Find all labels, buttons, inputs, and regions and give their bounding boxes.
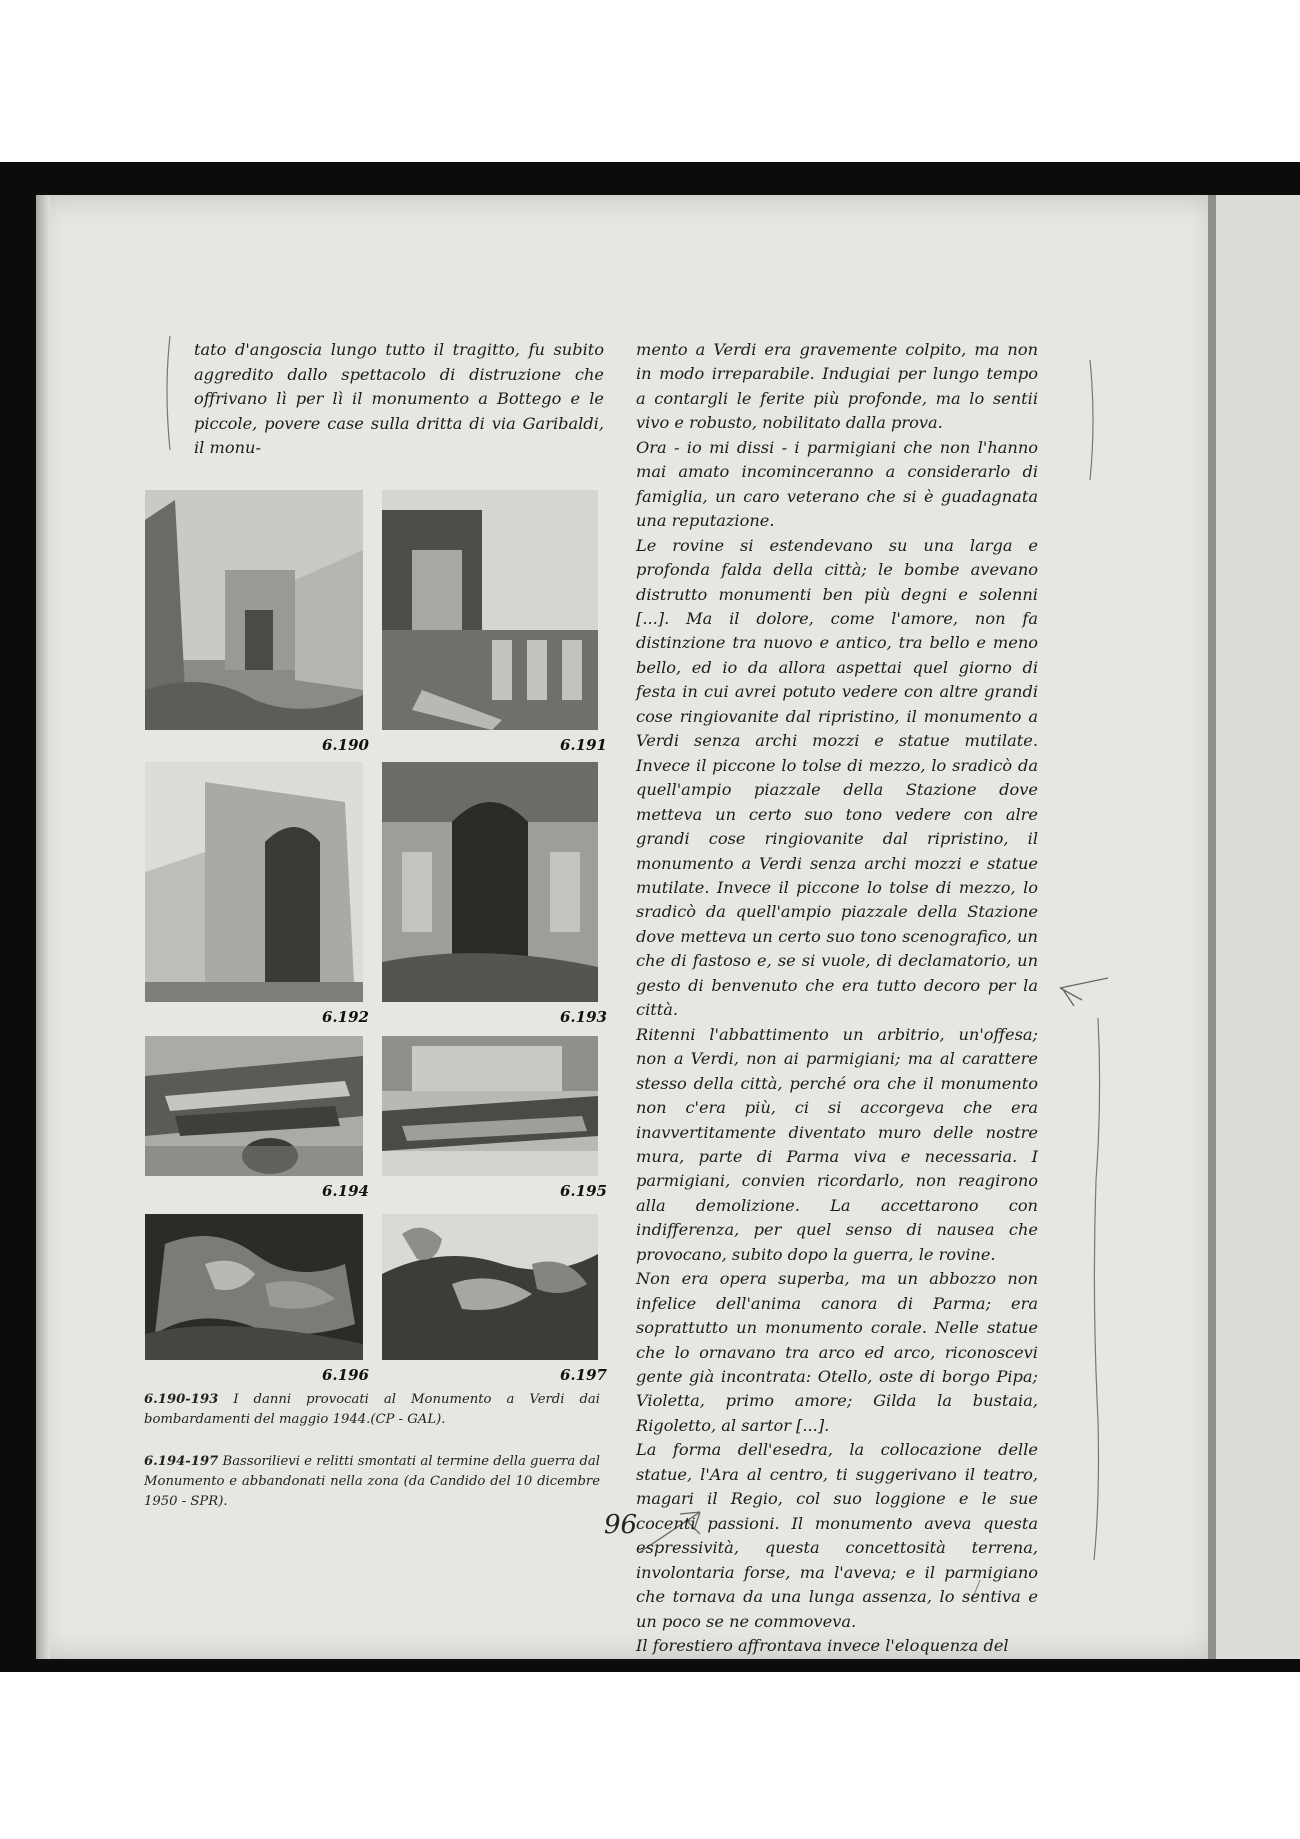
photo-6-195 — [382, 1036, 598, 1176]
paragraph-1: mento a Verdi era gravemente colpito, ma non in modo irreparabile. Indugiai per lungo tempo a contargli le ferite più profonde, ma lo sentii vivo e robusto, nobilitato dalla prova. — [636, 340, 1038, 433]
photo-label-6-192: 6.192 — [322, 1008, 369, 1026]
intro-paragraph: tato d'angoscia lungo tutto il tragitto, fu subito aggredito dallo spettacolo di distruzione che offrivano lì per lì il monumento a Bottego e le piccole, povere case sulla dritta di via Garibaldi, il monu- — [194, 340, 604, 457]
caption-6-190-193 — [144, 1390, 600, 1430]
photo-label-6-195: 6.195 — [560, 1182, 607, 1200]
paragraph-7: Il forestiero affrontava invece l'eloquenza del — [636, 1636, 1009, 1656]
photo-6-197 — [382, 1214, 598, 1360]
photo-6-194 — [145, 1036, 363, 1176]
paragraph-4: Ritenni l'abbattimento un arbitrio, un'offesa; non a Verdi, non ai parmigiani; ma al carattere stesso della città, perché ora che il monumento non c'era più, ci si accorgeva che era inavvertitamente diventato muro delle nostre mura, parte di Parma viva e necessaria. I parmigiani, convien ricordarlo, non reagirono alla demolizione. La accettarono con indifferenza, per quel senso di nausea che provocano, subito dopo la guerra, le rovine. — [636, 1024, 1038, 1264]
photo-6-196 — [145, 1214, 363, 1360]
photo-label-6-196: 6.196 — [322, 1366, 369, 1384]
photo-6-191 — [382, 490, 598, 730]
caption-text: I danni provocati al Monumento a Verdi dai bombardamenti del maggio 1944.(CP - GAL). — [144, 1392, 600, 1427]
caption-text: Bassorilievi e relitti smontati al termine della guerra dal Monumento e abbandonati nella zona (da Candido del 10 dicembre 1950 - SPR). — [144, 1454, 600, 1509]
caption-ref: 6.190-193 — [144, 1392, 219, 1407]
paragraph-2: Ora - io mi dissi - i parmigiani che non l'hanno mai amato incominceranno a considerarlo di famiglia, un caro veterano che si è guadagnata una reputazione. — [636, 437, 1038, 531]
paragraph-5: Non era opera superba, ma un abbozzo non infelice dell'anima canora di Parma; era soprattutto un monumento corale. Nelle statue che lo ornavano tra arco ed arco, riconoscevi gente già incontrata: Otello, oste di borgo Pipa; Violetta, primo amore; Gilda la bustaia, Rigoletto, al sartor [...]. — [636, 1269, 1038, 1435]
photo-6-192 — [145, 762, 363, 1002]
photo-6-193 — [382, 762, 598, 1002]
photo-label-6-193: 6.193 — [560, 1008, 607, 1026]
main-text-column — [636, 338, 1038, 1658]
photo-label-6-194: 6.194 — [322, 1182, 369, 1200]
paragraph-6: La forma dell'esedra, la collocazione delle statue, l'Ara al centro, ti suggerivano il teatro, magari il Regio, col suo loggione e le sue cocenti passioni. Il monumento aveva questa espressività, questa concettosità terrena, involontaria forse, ma l'aveva; e il parmigiano che tornava da una lunga assenza, lo sentiva e un poco se ne commoveva. — [636, 1440, 1038, 1631]
paragraph-3: Le rovine si estendevano su una larga e profonda falda della città; le bombe avevano distrutto monumenti ben più degni e solenni [...]. Ma il dolore, come l'amore, non fa distinzione tra nuovo e antico, tra bello e meno bello, ed io da allora aspettai quel giorno di festa in cui avrei potuto vedere con altre grandi cose ringiovanite dal ripristino, il monumento a Verdi senza archi mozzi e statue mutilate. Invece il piccone lo tolse di mezzo, lo sradicò da quell'ampio piazzale della Stazione dove metteva un certo suo tono vedere con alre grandi cose ringiovanite dal ripristino, il monumento a Verdi senza archi mozzi e statue mutilate. Invece il piccone lo tolse di mezzo, lo sradicò da quell'ampio piazzale della Stazione dove metteva un certo suo tono scenografico, un che di fastoso e, se si vuole, di declamatorio, un gesto di benvenuto che era tutto decoro per la città. — [636, 535, 1038, 1020]
caption-6-194-197 — [144, 1452, 600, 1512]
page-number: 96 — [604, 1510, 638, 1540]
photo-label-6-190: 6.190 — [322, 736, 369, 754]
photo-label-6-191: 6.191 — [560, 736, 607, 754]
caption-ref: 6.194-197 — [144, 1454, 219, 1469]
photo-label-6-197: 6.197 — [560, 1366, 607, 1384]
intro-text — [194, 338, 604, 461]
photo-6-190 — [145, 490, 363, 730]
